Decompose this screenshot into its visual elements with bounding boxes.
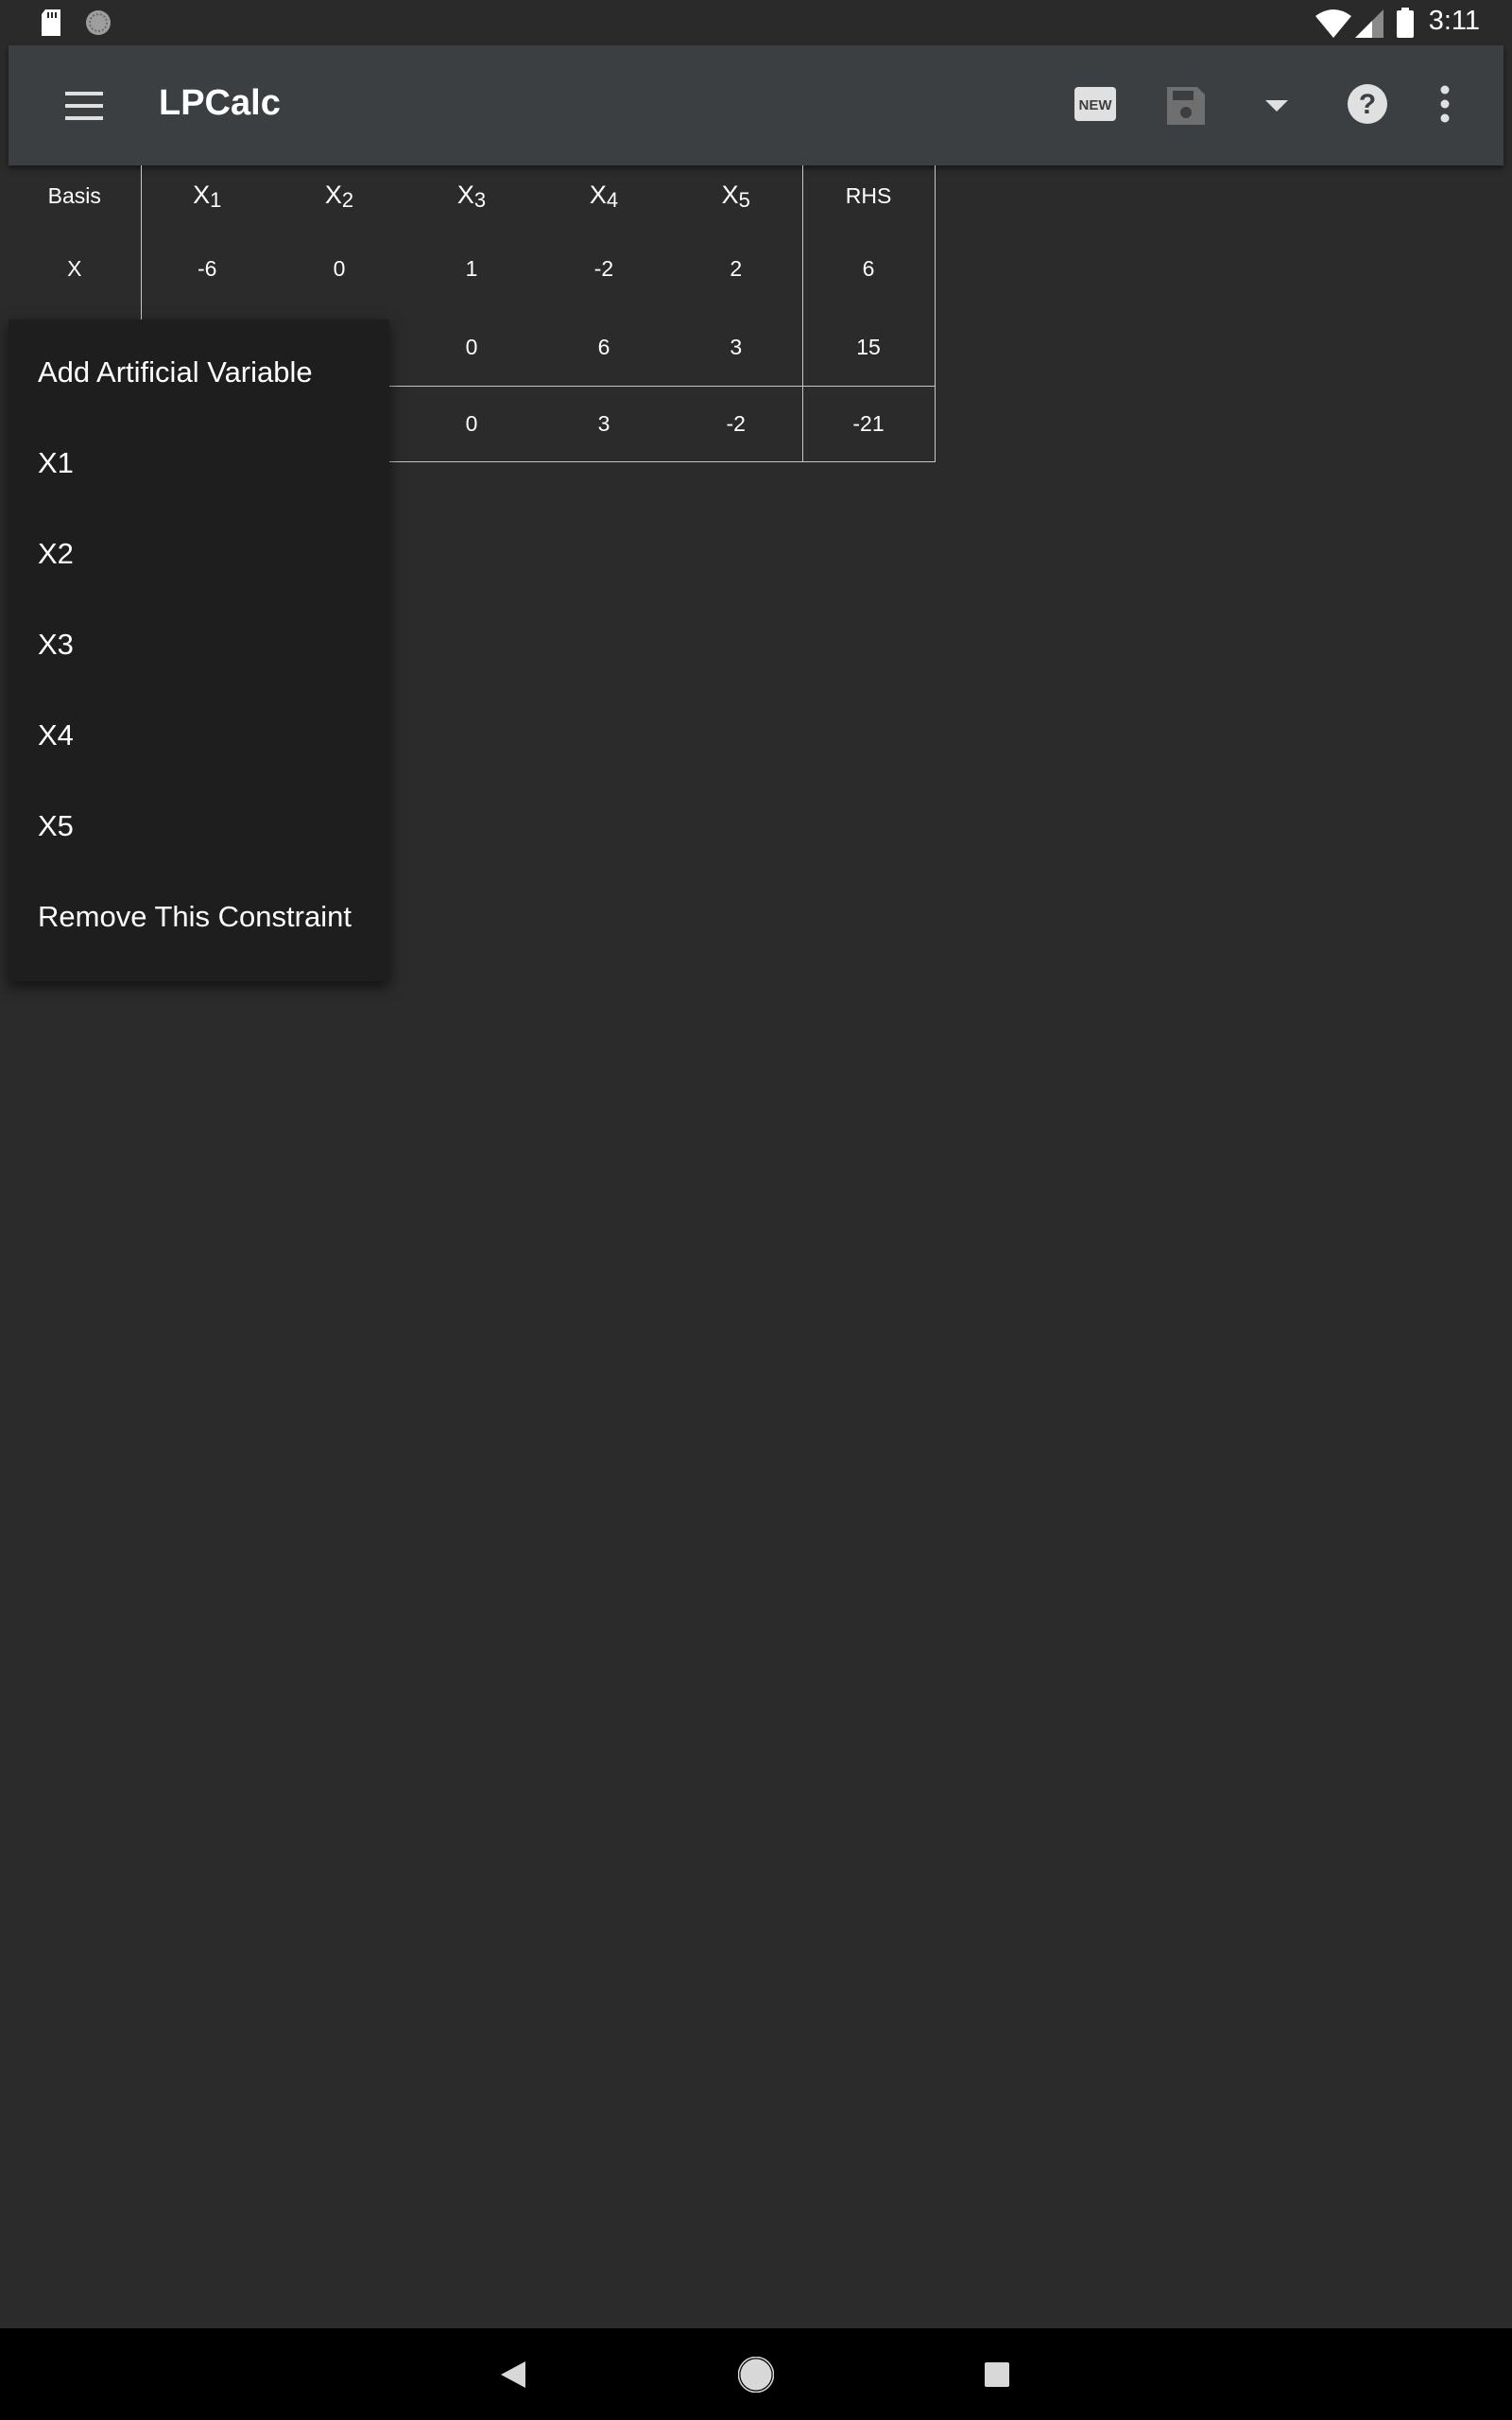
tableau-cell[interactable]: 2 [730, 255, 743, 281]
battery-icon [1397, 8, 1414, 43]
menu-item-remove-constraint[interactable]: Remove This Constraint [38, 900, 352, 933]
tableau-cell[interactable]: -6 [198, 255, 217, 281]
tableau-cell[interactable]: -2 [670, 386, 802, 461]
tableau-cell[interactable]: 0 [333, 255, 346, 281]
tableau-cell[interactable]: 3 [538, 386, 670, 461]
save-icon[interactable] [1167, 87, 1216, 136]
tableau-cell[interactable]: 6 [597, 335, 610, 360]
constraint-row [9, 227, 935, 310]
tableau-header-row [9, 165, 935, 227]
status-bar [0, 0, 1512, 45]
menu-item-x5[interactable]: X5 [38, 809, 74, 842]
header-x2[interactable]: $X_2$ [324, 180, 354, 212]
recents-icon[interactable] [985, 2362, 1009, 2392]
signal-icon [1355, 9, 1383, 43]
basis-header: Basis [9, 165, 141, 227]
app-toolbar [9, 45, 1503, 165]
tableau-cell[interactable]: 0 [405, 386, 538, 461]
sd-card-icon [40, 9, 62, 41]
svg-text:NEW: NEW [1078, 97, 1112, 113]
tableau-cell[interactable]: 0 [465, 335, 478, 360]
header-x5[interactable]: $X_5$ [721, 180, 750, 212]
header-x3[interactable]: $X_3$ [456, 180, 487, 212]
menu-item-x3[interactable]: X3 [38, 628, 74, 661]
menu-item-x4[interactable]: X4 [38, 718, 74, 752]
tableau-cell[interactable]: 1 [465, 255, 478, 281]
menu-item-x2[interactable]: X2 [38, 537, 74, 570]
rhs-cell[interactable]: 15 [802, 310, 935, 386]
menu-item-add-artificial-variable[interactable]: Add Artificial Variable [38, 355, 313, 389]
overflow-menu-icon[interactable] [1439, 85, 1488, 134]
sync-icon [85, 9, 112, 41]
back-icon[interactable] [501, 2361, 525, 2393]
dropdown-icon[interactable] [1265, 100, 1314, 149]
wifi-icon [1315, 9, 1351, 43]
rhs-header: RHS [802, 165, 935, 227]
new-icon[interactable] [1074, 87, 1124, 136]
svg-text:?: ? [1358, 89, 1377, 120]
basis-popup-menu [9, 320, 389, 981]
tableau-cell[interactable]: -2 [593, 255, 614, 281]
header-x1[interactable]: $X_1$ [193, 180, 222, 212]
home-icon[interactable] [738, 2357, 774, 2397]
rhs-cell[interactable]: 6 [802, 227, 935, 310]
menu-icon[interactable] [54, 83, 114, 129]
help-icon[interactable] [1347, 83, 1396, 132]
tableau-cell[interactable]: 3 [730, 335, 743, 360]
basis-cell[interactable]: X [9, 227, 141, 310]
header-x4[interactable]: $X_4$ [589, 180, 619, 212]
clock: 3:11 [1428, 6, 1480, 36]
app-title: LPCalc [159, 83, 281, 123]
navigation-bar [0, 2328, 1512, 2420]
menu-item-x1[interactable]: X1 [38, 446, 74, 479]
rhs-cell[interactable]: -21 [802, 386, 935, 461]
